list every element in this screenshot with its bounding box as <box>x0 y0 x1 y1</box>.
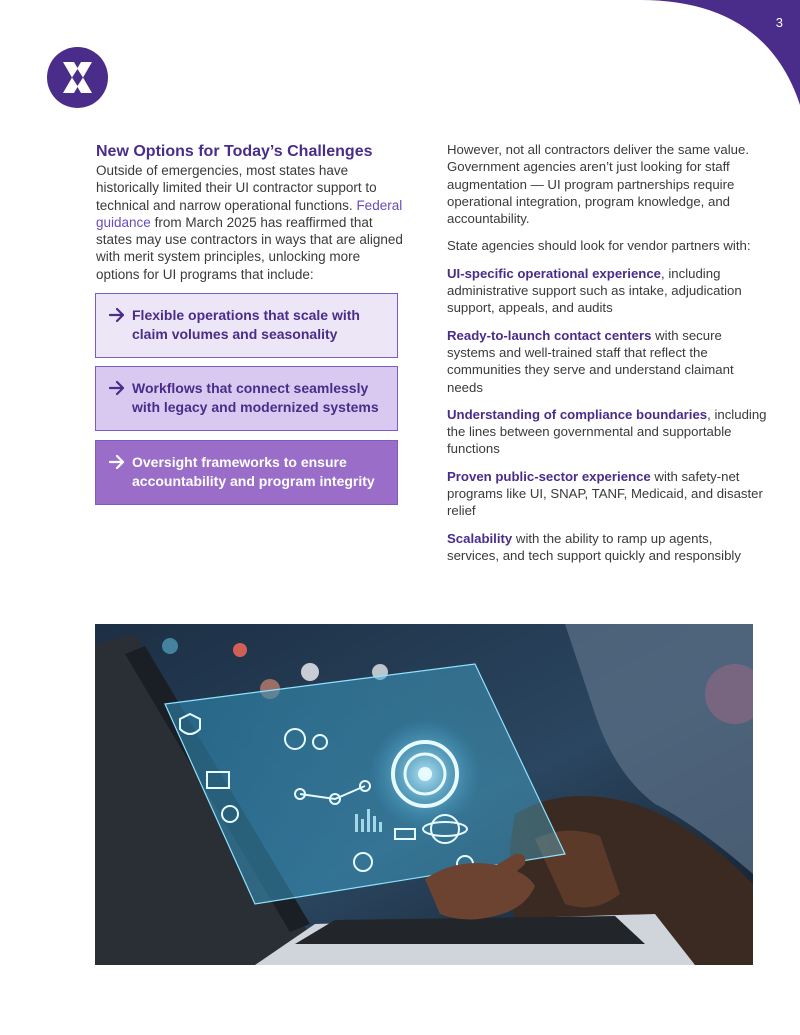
page-number: 3 <box>775 15 783 30</box>
criterion-highlight: Understanding of compliance boundaries <box>447 406 708 422</box>
arrow-right-icon <box>108 306 126 324</box>
intro-text-after: from March 2025 has reaffirmed that states may use contractors in ways that are aligned with merit system principles, unlocking more options for UI programs that include: <box>96 214 403 282</box>
criterion-text: with the ability to ramp up agents, services, and tech support quickly and responsibly <box>447 530 741 563</box>
criterion-text: with safety-net programs like UI, SNAP, TANF, Medicaid, and disaster relief <box>447 468 763 519</box>
arrow-right-icon <box>108 379 126 397</box>
arrow-right-icon <box>108 453 126 471</box>
right-paragraph: However, not all contractors deliver the same value. Government agencies aren’t just looking for staff augmentation — UI program partnerships require operational integration, program knowledge, and accountability. <box>447 142 749 227</box>
vendor-criterion <box>447 530 767 565</box>
right-column <box>447 141 767 574</box>
section-title: New Options for Today’s Challenges <box>96 143 373 160</box>
criterion-highlight: Ready-to-launch contact centers <box>447 327 652 343</box>
criterion-text: , including the lines between governmental and supportable functions <box>447 406 767 457</box>
criterion-text: , including administrative support such as intake, adjudication support, appeals, and audits <box>447 265 742 316</box>
callout-box <box>95 293 398 358</box>
callout-text: Oversight frameworks to ensure accountability and program integrity <box>132 454 375 489</box>
callout-box <box>95 366 398 431</box>
criterion-highlight: Proven public-sector experience <box>447 468 651 484</box>
hero-photo <box>95 624 753 965</box>
criterion-highlight: Scalability <box>447 530 513 546</box>
left-column <box>96 142 406 283</box>
right-lead-in: State agencies should look for vendor partners with: <box>447 238 751 254</box>
intro-text-before: Outside of emergencies, most states have historically limited their UI contractor support to technical and narrow operational functions. <box>96 163 377 213</box>
vendor-criterion <box>447 468 767 520</box>
vendor-criterion <box>447 265 767 317</box>
callout-text: Flexible operations that scale with claim volumes and seasonality <box>132 307 360 342</box>
vendor-criterion <box>447 327 767 396</box>
criterion-highlight: UI-specific operational experience <box>447 265 662 281</box>
intro-paragraph <box>96 162 406 283</box>
vendor-criterion <box>447 406 767 458</box>
x-logo-icon <box>47 47 108 108</box>
federal-guidance-link[interactable]: Federal guidance <box>96 197 403 230</box>
callout-box <box>95 440 398 505</box>
criterion-text: with secure systems and well-trained staff that reflect the communities they serve and understand claimant needs <box>447 327 734 395</box>
callout-text: Workflows that connect seamlessly with legacy and modernized systems <box>132 380 379 415</box>
laptop-hologram-illustration <box>95 624 753 965</box>
